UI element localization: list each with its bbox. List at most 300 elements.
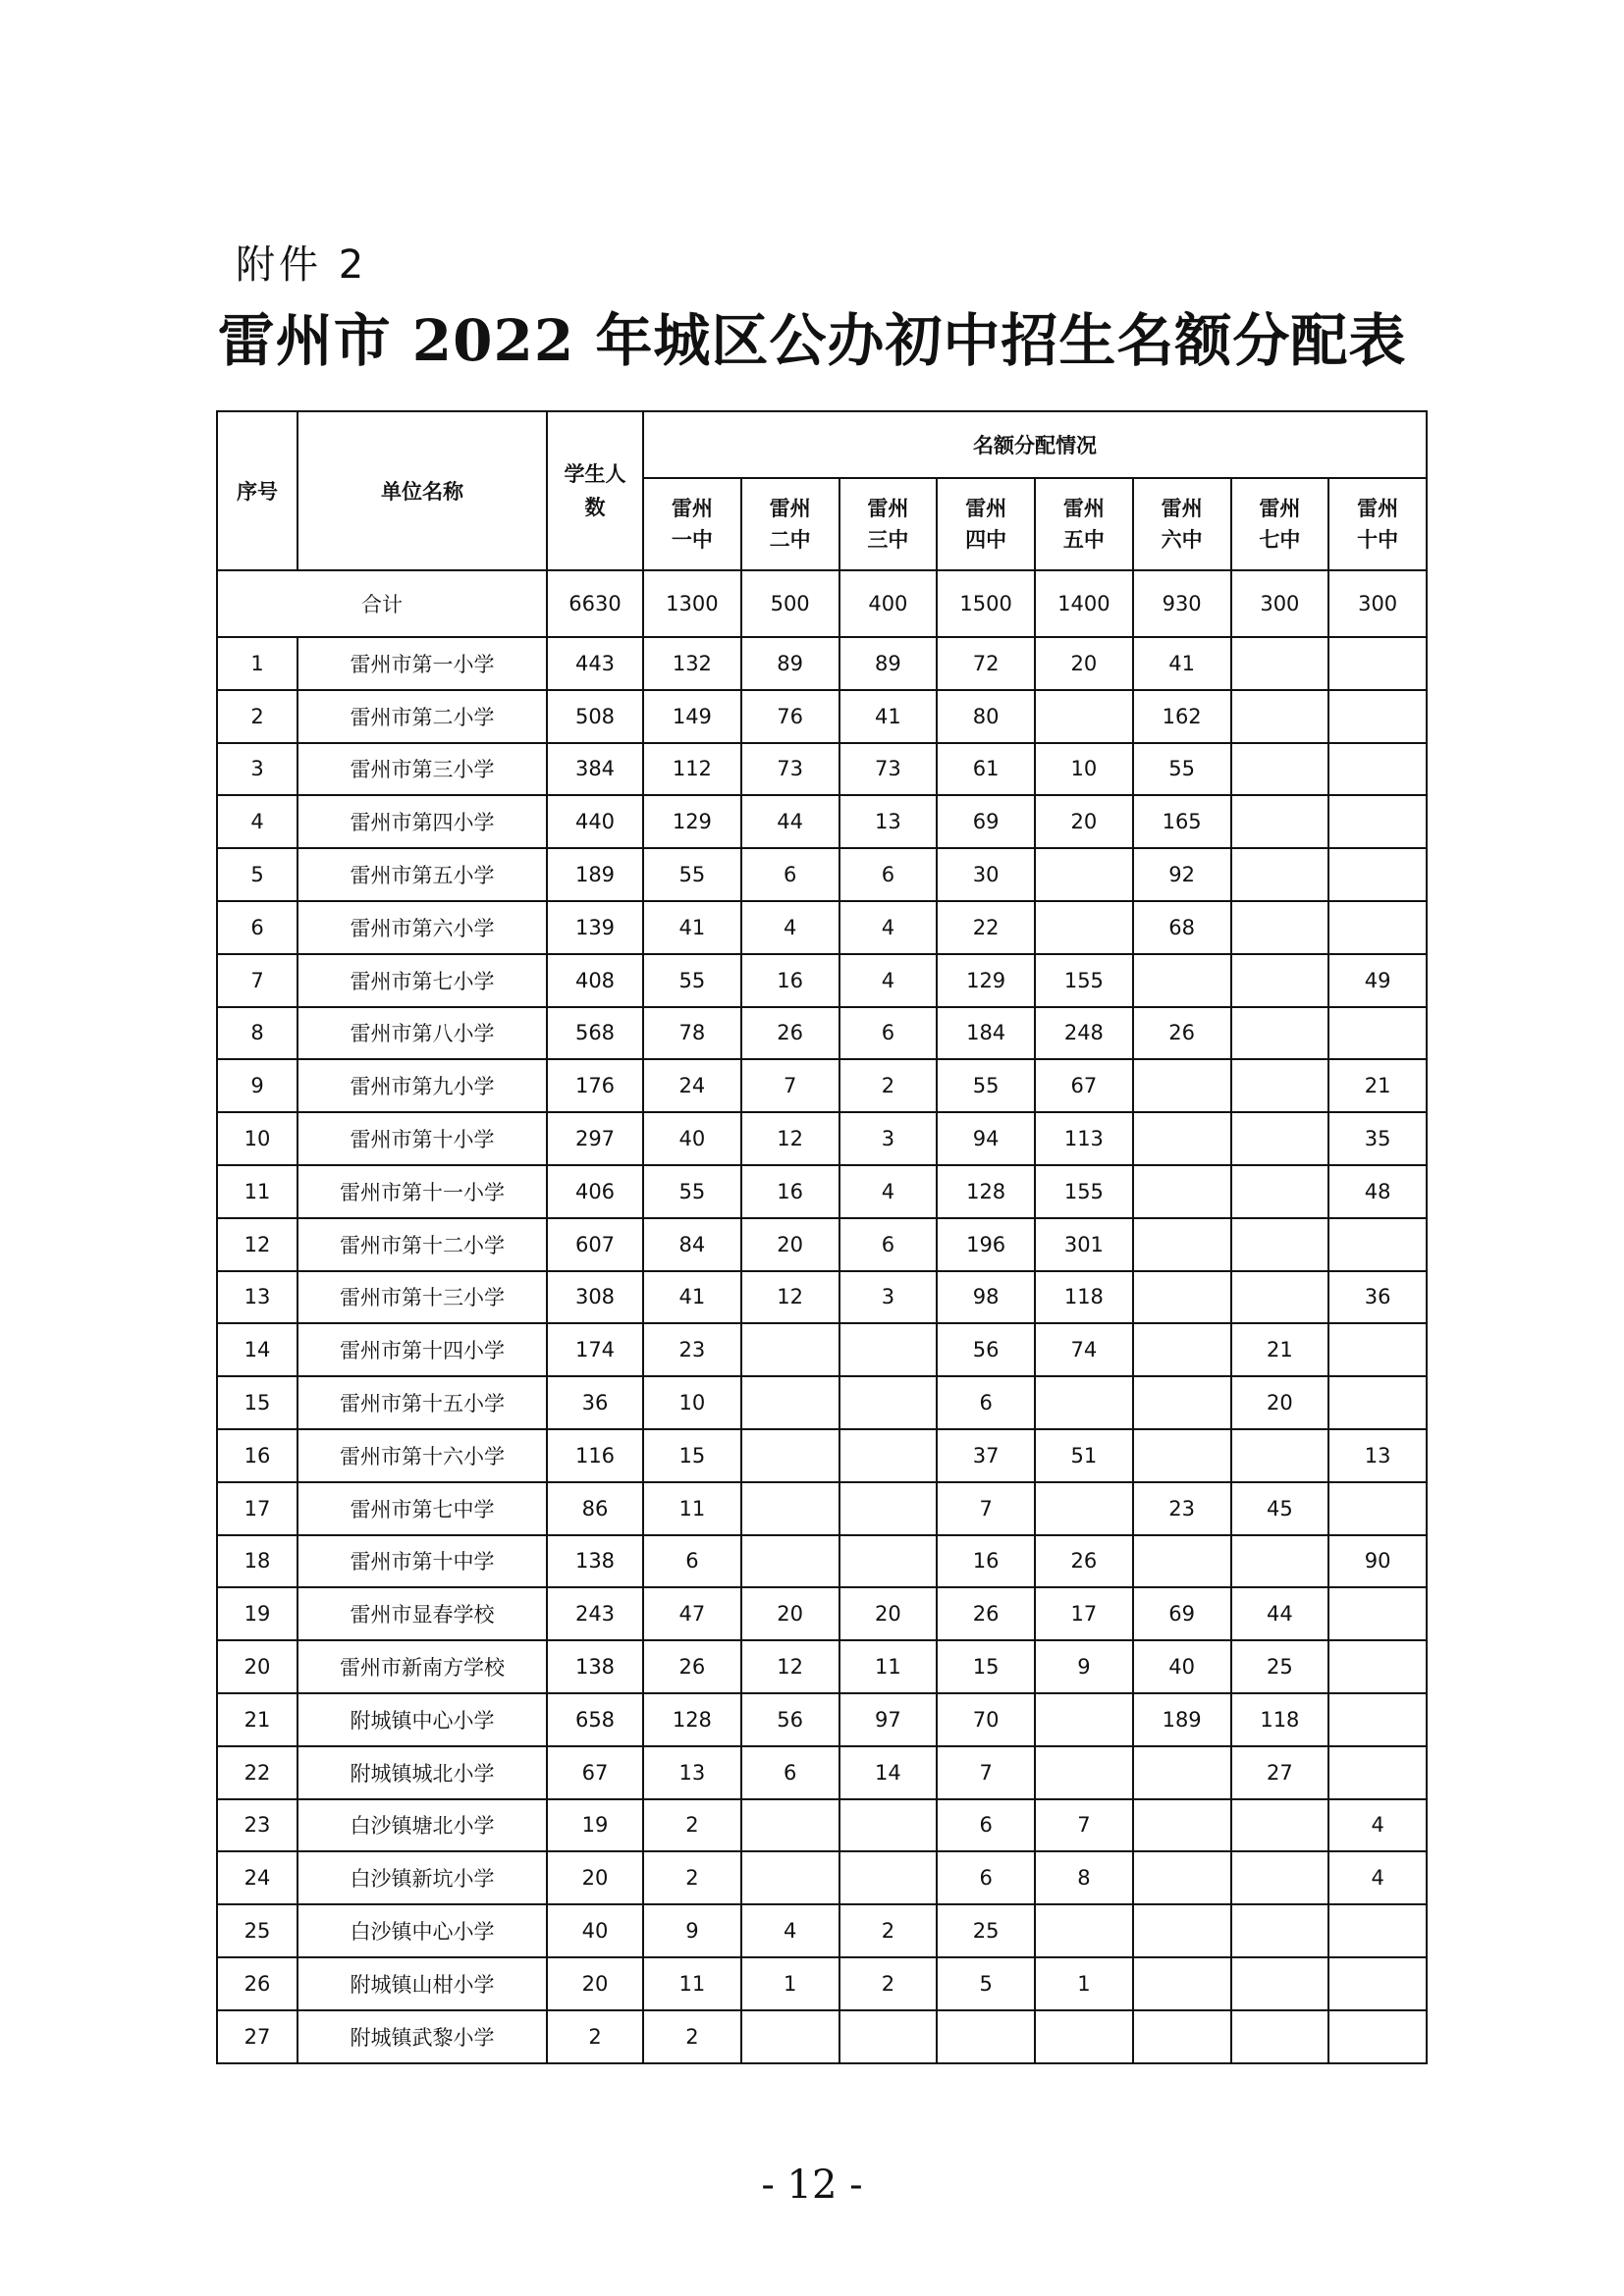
row-quota: 16 bbox=[741, 1165, 839, 1218]
row-quota: 69 bbox=[937, 795, 1035, 848]
row-quota: 92 bbox=[1133, 848, 1231, 901]
row-quota: 4 bbox=[741, 1904, 839, 1957]
row-students: 607 bbox=[547, 1218, 643, 1271]
table-row bbox=[217, 2010, 1427, 2063]
row-quota: 6 bbox=[839, 848, 938, 901]
row-quota: 128 bbox=[643, 1693, 741, 1746]
row-seq: 18 bbox=[217, 1535, 298, 1588]
row-quota: 112 bbox=[643, 743, 741, 796]
row-unit-name: 雷州市新南方学校 bbox=[298, 1640, 547, 1693]
row-quota bbox=[839, 1376, 938, 1429]
row-quota bbox=[1133, 1429, 1231, 1482]
row-unit-name: 雷州市第十中学 bbox=[298, 1535, 547, 1588]
row-quota bbox=[1328, 1587, 1427, 1640]
row-quota: 20 bbox=[1035, 795, 1133, 848]
row-unit-name: 雷州市第七中学 bbox=[298, 1482, 547, 1535]
total-value: 1500 bbox=[937, 570, 1035, 637]
row-students: 174 bbox=[547, 1323, 643, 1376]
row-quota bbox=[839, 1429, 938, 1482]
row-quota: 13 bbox=[1328, 1429, 1427, 1482]
row-quota: 23 bbox=[643, 1323, 741, 1376]
row-quota: 149 bbox=[643, 690, 741, 743]
row-quota: 30 bbox=[937, 848, 1035, 901]
row-students: 20 bbox=[547, 1851, 643, 1904]
row-unit-name: 雷州市第七小学 bbox=[298, 954, 547, 1007]
row-unit-name: 附城镇山柑小学 bbox=[298, 1957, 547, 2010]
row-quota: 15 bbox=[643, 1429, 741, 1482]
total-value: 300 bbox=[1231, 570, 1329, 637]
row-seq: 13 bbox=[217, 1271, 298, 1324]
row-quota: 41 bbox=[1133, 637, 1231, 690]
row-seq: 22 bbox=[217, 1746, 298, 1799]
row-quota: 94 bbox=[937, 1112, 1035, 1165]
row-students: 297 bbox=[547, 1112, 643, 1165]
row-seq: 27 bbox=[217, 2010, 298, 2063]
total-value: 400 bbox=[839, 570, 938, 637]
row-quota bbox=[1328, 1904, 1427, 1957]
row-quota: 26 bbox=[937, 1587, 1035, 1640]
table-row bbox=[217, 690, 1427, 743]
row-quota: 68 bbox=[1133, 901, 1231, 954]
row-quota: 73 bbox=[839, 743, 938, 796]
row-seq: 15 bbox=[217, 1376, 298, 1429]
row-students: 139 bbox=[547, 901, 643, 954]
table-row bbox=[217, 1535, 1427, 1588]
row-seq: 11 bbox=[217, 1165, 298, 1218]
row-quota bbox=[1328, 1323, 1427, 1376]
header-school-line1: 雷州 bbox=[1259, 497, 1301, 520]
row-quota: 4 bbox=[1328, 1799, 1427, 1852]
header-school-line1: 雷州 bbox=[965, 497, 1007, 520]
row-students: 384 bbox=[547, 743, 643, 796]
table-row bbox=[217, 954, 1427, 1007]
row-quota: 155 bbox=[1035, 954, 1133, 1007]
row-quota bbox=[1231, 1007, 1329, 1060]
table-row bbox=[217, 1059, 1427, 1112]
row-quota bbox=[1231, 1218, 1329, 1271]
row-quota: 61 bbox=[937, 743, 1035, 796]
row-seq: 1 bbox=[217, 637, 298, 690]
row-quota: 6 bbox=[937, 1376, 1035, 1429]
row-unit-name: 雷州市第一小学 bbox=[298, 637, 547, 690]
row-quota: 67 bbox=[1035, 1059, 1133, 1112]
row-quota bbox=[1231, 1904, 1329, 1957]
row-quota: 13 bbox=[643, 1746, 741, 1799]
row-students: 189 bbox=[547, 848, 643, 901]
row-quota bbox=[1133, 954, 1231, 1007]
row-quota bbox=[1035, 848, 1133, 901]
row-quota: 1 bbox=[1035, 1957, 1133, 2010]
row-seq: 17 bbox=[217, 1482, 298, 1535]
row-quota: 4 bbox=[1328, 1851, 1427, 1904]
row-quota: 128 bbox=[937, 1165, 1035, 1218]
row-students: 2 bbox=[547, 2010, 643, 2063]
row-quota bbox=[1035, 1376, 1133, 1429]
row-unit-name: 白沙镇新坑小学 bbox=[298, 1851, 547, 1904]
row-quota bbox=[1133, 2010, 1231, 2063]
row-unit-name: 雷州市第二小学 bbox=[298, 690, 547, 743]
header-school-line1: 雷州 bbox=[1357, 497, 1399, 520]
header-school bbox=[839, 478, 938, 570]
row-quota: 13 bbox=[839, 795, 938, 848]
row-quota: 2 bbox=[643, 1851, 741, 1904]
row-quota: 55 bbox=[1133, 743, 1231, 796]
row-quota bbox=[1133, 1799, 1231, 1852]
row-quota: 41 bbox=[643, 1271, 741, 1324]
row-quota: 7 bbox=[741, 1059, 839, 1112]
row-quota: 55 bbox=[643, 1165, 741, 1218]
row-students: 20 bbox=[547, 1957, 643, 2010]
row-quota bbox=[1328, 901, 1427, 954]
row-quota: 11 bbox=[839, 1640, 938, 1693]
row-quota: 20 bbox=[741, 1218, 839, 1271]
header-student-count-text: 学生人数 bbox=[564, 462, 626, 519]
row-quota: 26 bbox=[643, 1640, 741, 1693]
row-quota bbox=[1328, 743, 1427, 796]
row-quota bbox=[1035, 1693, 1133, 1746]
row-quota: 5 bbox=[937, 1957, 1035, 2010]
table-row bbox=[217, 1323, 1427, 1376]
row-quota: 26 bbox=[1133, 1007, 1231, 1060]
row-quota: 26 bbox=[1035, 1535, 1133, 1588]
table-row bbox=[217, 1957, 1427, 2010]
row-unit-name: 雷州市第八小学 bbox=[298, 1007, 547, 1060]
row-quota: 4 bbox=[839, 1165, 938, 1218]
row-quota bbox=[1328, 1746, 1427, 1799]
table-row bbox=[217, 848, 1427, 901]
row-students: 40 bbox=[547, 1904, 643, 1957]
row-quota bbox=[1231, 1059, 1329, 1112]
row-quota: 44 bbox=[741, 795, 839, 848]
row-quota: 184 bbox=[937, 1007, 1035, 1060]
row-quota: 8 bbox=[1035, 1851, 1133, 1904]
row-quota bbox=[1133, 1535, 1231, 1588]
header-school-line1: 雷州 bbox=[1062, 497, 1105, 520]
table-row bbox=[217, 1007, 1427, 1060]
row-unit-name: 雷州市第九小学 bbox=[298, 1059, 547, 1112]
row-quota: 3 bbox=[839, 1271, 938, 1324]
row-quota: 4 bbox=[839, 954, 938, 1007]
table-row bbox=[217, 795, 1427, 848]
table-row bbox=[217, 1429, 1427, 1482]
row-quota: 40 bbox=[643, 1112, 741, 1165]
row-students: 440 bbox=[547, 795, 643, 848]
row-seq: 10 bbox=[217, 1112, 298, 1165]
row-quota: 129 bbox=[643, 795, 741, 848]
row-quota: 12 bbox=[741, 1640, 839, 1693]
row-quota bbox=[1231, 743, 1329, 796]
table-row bbox=[217, 1904, 1427, 1957]
row-quota: 162 bbox=[1133, 690, 1231, 743]
row-quota bbox=[1231, 1535, 1329, 1588]
row-quota: 98 bbox=[937, 1271, 1035, 1324]
quota-table bbox=[216, 410, 1428, 2064]
row-students: 138 bbox=[547, 1535, 643, 1588]
row-quota: 15 bbox=[937, 1640, 1035, 1693]
row-quota bbox=[1035, 1746, 1133, 1799]
table-row bbox=[217, 743, 1427, 796]
header-school bbox=[1328, 478, 1427, 570]
row-quota: 165 bbox=[1133, 795, 1231, 848]
row-quota: 69 bbox=[1133, 1587, 1231, 1640]
row-quota: 70 bbox=[937, 1693, 1035, 1746]
row-quota bbox=[839, 1851, 938, 1904]
row-quota: 113 bbox=[1035, 1112, 1133, 1165]
row-students: 443 bbox=[547, 637, 643, 690]
row-quota: 3 bbox=[839, 1112, 938, 1165]
row-quota: 20 bbox=[741, 1587, 839, 1640]
total-value: 300 bbox=[1328, 570, 1427, 637]
row-quota: 22 bbox=[937, 901, 1035, 954]
row-unit-name: 雷州市第十四小学 bbox=[298, 1323, 547, 1376]
row-quota: 24 bbox=[643, 1059, 741, 1112]
row-quota bbox=[1133, 1271, 1231, 1324]
row-quota: 196 bbox=[937, 1218, 1035, 1271]
header-school bbox=[1231, 478, 1329, 570]
row-seq: 14 bbox=[217, 1323, 298, 1376]
row-quota bbox=[1328, 848, 1427, 901]
row-quota bbox=[1328, 1376, 1427, 1429]
row-unit-name: 白沙镇中心小学 bbox=[298, 1904, 547, 1957]
row-quota: 12 bbox=[741, 1112, 839, 1165]
row-quota: 55 bbox=[643, 954, 741, 1007]
row-quota bbox=[1328, 1957, 1427, 2010]
row-quota: 118 bbox=[1035, 1271, 1133, 1324]
row-students: 308 bbox=[547, 1271, 643, 1324]
total-row bbox=[217, 570, 1427, 637]
row-quota bbox=[741, 1535, 839, 1588]
row-unit-name: 附城镇中心小学 bbox=[298, 1693, 547, 1746]
row-quota: 6 bbox=[741, 1746, 839, 1799]
row-quota bbox=[839, 1323, 938, 1376]
row-unit-name: 附城镇城北小学 bbox=[298, 1746, 547, 1799]
row-quota: 78 bbox=[643, 1007, 741, 1060]
total-value: 1300 bbox=[643, 570, 741, 637]
row-quota: 4 bbox=[839, 901, 938, 954]
row-quota: 118 bbox=[1231, 1693, 1329, 1746]
row-unit-name: 雷州市第十三小学 bbox=[298, 1271, 547, 1324]
row-quota: 89 bbox=[741, 637, 839, 690]
row-quota: 10 bbox=[643, 1376, 741, 1429]
row-quota bbox=[741, 1482, 839, 1535]
row-quota: 248 bbox=[1035, 1007, 1133, 1060]
row-students: 243 bbox=[547, 1587, 643, 1640]
table-row bbox=[217, 1799, 1427, 1852]
row-quota bbox=[1133, 1059, 1231, 1112]
row-quota bbox=[1133, 1165, 1231, 1218]
row-quota: 7 bbox=[937, 1482, 1035, 1535]
row-quota: 73 bbox=[741, 743, 839, 796]
row-quota bbox=[1231, 795, 1329, 848]
row-quota bbox=[1231, 1799, 1329, 1852]
page-number: - 12 - bbox=[761, 2163, 863, 2208]
row-quota bbox=[1231, 1851, 1329, 1904]
header-unit-name: 单位名称 bbox=[298, 411, 547, 570]
header-school-line1: 雷州 bbox=[867, 497, 909, 520]
total-value: 1400 bbox=[1035, 570, 1133, 637]
row-quota bbox=[1231, 690, 1329, 743]
header-school-line2: 十中 bbox=[1357, 528, 1399, 552]
row-quota: 9 bbox=[643, 1904, 741, 1957]
table-row bbox=[217, 1640, 1427, 1693]
row-quota bbox=[1231, 848, 1329, 901]
row-quota bbox=[1035, 1904, 1133, 1957]
row-quota: 89 bbox=[839, 637, 938, 690]
row-quota: 25 bbox=[1231, 1640, 1329, 1693]
row-quota: 49 bbox=[1328, 954, 1427, 1007]
row-seq: 23 bbox=[217, 1799, 298, 1852]
row-quota: 21 bbox=[1231, 1323, 1329, 1376]
row-quota: 6 bbox=[839, 1218, 938, 1271]
row-unit-name: 雷州市第三小学 bbox=[298, 743, 547, 796]
row-students: 406 bbox=[547, 1165, 643, 1218]
row-quota: 11 bbox=[643, 1957, 741, 2010]
row-quota: 20 bbox=[1231, 1376, 1329, 1429]
row-quota: 21 bbox=[1328, 1059, 1427, 1112]
row-quota bbox=[741, 1429, 839, 1482]
row-quota bbox=[1035, 1482, 1133, 1535]
header-school-line2: 六中 bbox=[1161, 528, 1203, 552]
row-quota bbox=[1133, 1851, 1231, 1904]
row-unit-name: 雷州市第十五小学 bbox=[298, 1376, 547, 1429]
table-body bbox=[217, 570, 1427, 2063]
row-students: 408 bbox=[547, 954, 643, 1007]
table-row bbox=[217, 1271, 1427, 1324]
total-value: 930 bbox=[1133, 570, 1231, 637]
table-row bbox=[217, 1482, 1427, 1535]
row-quota bbox=[1231, 1271, 1329, 1324]
row-quota bbox=[1231, 901, 1329, 954]
row-quota: 72 bbox=[937, 637, 1035, 690]
header-school bbox=[643, 478, 741, 570]
row-unit-name: 雷州市第十六小学 bbox=[298, 1429, 547, 1482]
row-students: 86 bbox=[547, 1482, 643, 1535]
row-quota bbox=[839, 1482, 938, 1535]
row-quota: 80 bbox=[937, 690, 1035, 743]
row-quota: 36 bbox=[1328, 1271, 1427, 1324]
header-student-count bbox=[547, 411, 643, 570]
header-allocation: 名额分配情况 bbox=[643, 411, 1427, 478]
row-unit-name: 雷州市第四小学 bbox=[298, 795, 547, 848]
row-students: 67 bbox=[547, 1746, 643, 1799]
table-row bbox=[217, 1851, 1427, 1904]
row-quota bbox=[1328, 1482, 1427, 1535]
row-quota bbox=[1231, 1957, 1329, 2010]
header-school-line2: 三中 bbox=[867, 528, 909, 552]
row-quota: 74 bbox=[1035, 1323, 1133, 1376]
row-quota: 26 bbox=[741, 1007, 839, 1060]
header-school bbox=[1035, 478, 1133, 570]
row-quota: 14 bbox=[839, 1746, 938, 1799]
row-quota: 97 bbox=[839, 1693, 938, 1746]
row-quota bbox=[937, 2010, 1035, 2063]
table-row bbox=[217, 637, 1427, 690]
row-quota: 25 bbox=[937, 1904, 1035, 1957]
row-quota: 20 bbox=[839, 1587, 938, 1640]
row-quota: 12 bbox=[741, 1271, 839, 1324]
row-quota: 51 bbox=[1035, 1429, 1133, 1482]
row-quota: 7 bbox=[937, 1746, 1035, 1799]
row-seq: 21 bbox=[217, 1693, 298, 1746]
total-label: 合计 bbox=[217, 570, 547, 637]
table-row bbox=[217, 1587, 1427, 1640]
row-quota bbox=[1133, 1218, 1231, 1271]
row-quota bbox=[741, 1851, 839, 1904]
row-quota: 2 bbox=[839, 1059, 938, 1112]
header-school-line2: 五中 bbox=[1062, 528, 1105, 552]
row-quota bbox=[741, 2010, 839, 2063]
row-quota bbox=[1231, 2010, 1329, 2063]
row-seq: 6 bbox=[217, 901, 298, 954]
row-students: 19 bbox=[547, 1799, 643, 1852]
row-quota: 155 bbox=[1035, 1165, 1133, 1218]
row-seq: 8 bbox=[217, 1007, 298, 1060]
row-quota: 23 bbox=[1133, 1482, 1231, 1535]
row-quota: 41 bbox=[839, 690, 938, 743]
row-quota bbox=[1328, 1007, 1427, 1060]
row-quota bbox=[1231, 954, 1329, 1007]
row-quota bbox=[1231, 637, 1329, 690]
table-row bbox=[217, 1376, 1427, 1429]
table-row bbox=[217, 1165, 1427, 1218]
row-quota bbox=[1133, 1904, 1231, 1957]
row-quota bbox=[1328, 1640, 1427, 1693]
row-quota: 2 bbox=[643, 1799, 741, 1852]
row-seq: 5 bbox=[217, 848, 298, 901]
row-quota: 2 bbox=[643, 2010, 741, 2063]
row-quota bbox=[741, 1799, 839, 1852]
row-students: 508 bbox=[547, 690, 643, 743]
header-school-line1: 雷州 bbox=[769, 497, 811, 520]
header-school-line1: 雷州 bbox=[671, 497, 713, 520]
row-quota: 7 bbox=[1035, 1799, 1133, 1852]
header-school-line2: 七中 bbox=[1259, 528, 1301, 552]
row-unit-name: 雷州市第十二小学 bbox=[298, 1218, 547, 1271]
row-seq: 20 bbox=[217, 1640, 298, 1693]
row-quota bbox=[1133, 1376, 1231, 1429]
row-quota bbox=[741, 1376, 839, 1429]
row-quota: 6 bbox=[937, 1799, 1035, 1852]
row-seq: 2 bbox=[217, 690, 298, 743]
row-quota bbox=[1231, 1429, 1329, 1482]
row-quota bbox=[1328, 795, 1427, 848]
row-quota: 11 bbox=[643, 1482, 741, 1535]
row-students: 116 bbox=[547, 1429, 643, 1482]
row-unit-name: 白沙镇塘北小学 bbox=[298, 1799, 547, 1852]
row-quota: 45 bbox=[1231, 1482, 1329, 1535]
row-quota: 9 bbox=[1035, 1640, 1133, 1693]
row-quota: 189 bbox=[1133, 1693, 1231, 1746]
header-school bbox=[741, 478, 839, 570]
row-quota: 16 bbox=[741, 954, 839, 1007]
row-quota bbox=[1133, 1112, 1231, 1165]
header-school bbox=[1133, 478, 1231, 570]
row-quota: 90 bbox=[1328, 1535, 1427, 1588]
row-quota: 6 bbox=[839, 1007, 938, 1060]
header-school-line2: 二中 bbox=[769, 528, 811, 552]
row-quota bbox=[1133, 1746, 1231, 1799]
row-quota: 84 bbox=[643, 1218, 741, 1271]
row-quota: 129 bbox=[937, 954, 1035, 1007]
row-quota bbox=[839, 2010, 938, 2063]
row-seq: 4 bbox=[217, 795, 298, 848]
row-quota: 35 bbox=[1328, 1112, 1427, 1165]
row-quota: 301 bbox=[1035, 1218, 1133, 1271]
row-quota: 4 bbox=[741, 901, 839, 954]
table-row bbox=[217, 1746, 1427, 1799]
row-quota bbox=[1035, 690, 1133, 743]
header-school-line2: 四中 bbox=[965, 528, 1007, 552]
